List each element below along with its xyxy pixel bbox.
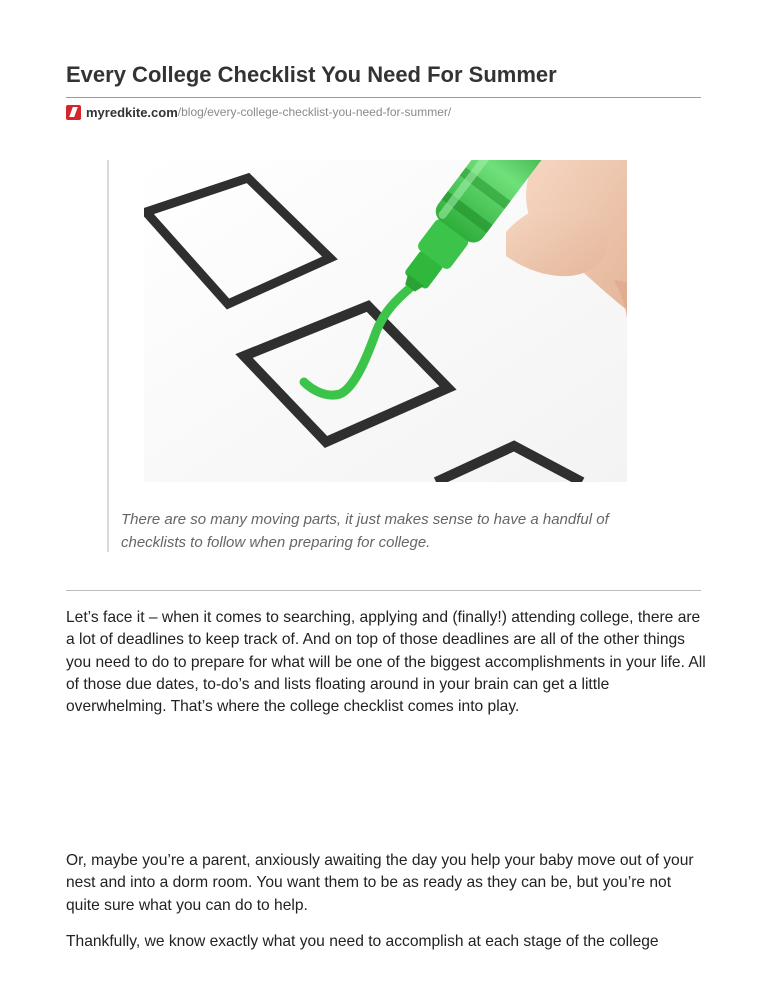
body-paragraph: Thankfully, we know exactly what you need to accomplish at each stage of the college [66,933,659,950]
checklist-image [144,160,627,482]
source-path[interactable]: /blog/every-college-checklist-you-need-for-summer/ [177,105,452,119]
body-paragraph: Let’s face it – when it comes to searching, applying and (finally!) attending college, there are a lot of deadlines to keep track of. And on top of those deadlines are all of the other things you need to do to prepare for what will be one of the biggest accomplishments in your life. All of those due dates, to-do’s and lists floating around in your brain can get a little overwhelming. That’s where the college checklist comes into play. [66,609,706,716]
blockquote-bar [107,160,109,552]
section-divider [66,590,701,591]
source-link[interactable] [66,104,451,120]
body-paragraph: Or, maybe you’re a parent, anxiously awaiting the day you help your baby move out of your nest and into a dorm room. You want them to be as ready as they can be, but you’re not quite sure what you can do to help. [66,852,694,914]
kite-logo-icon [66,105,81,120]
image-caption: There are so many moving parts, it just makes sense to have a handful of checklists to follow when preparing for college. [121,511,609,551]
page-title: Every College Checklist You Need For Summer [66,62,557,87]
title-divider [66,97,701,98]
source-domain[interactable]: myredkite.com [86,104,178,120]
